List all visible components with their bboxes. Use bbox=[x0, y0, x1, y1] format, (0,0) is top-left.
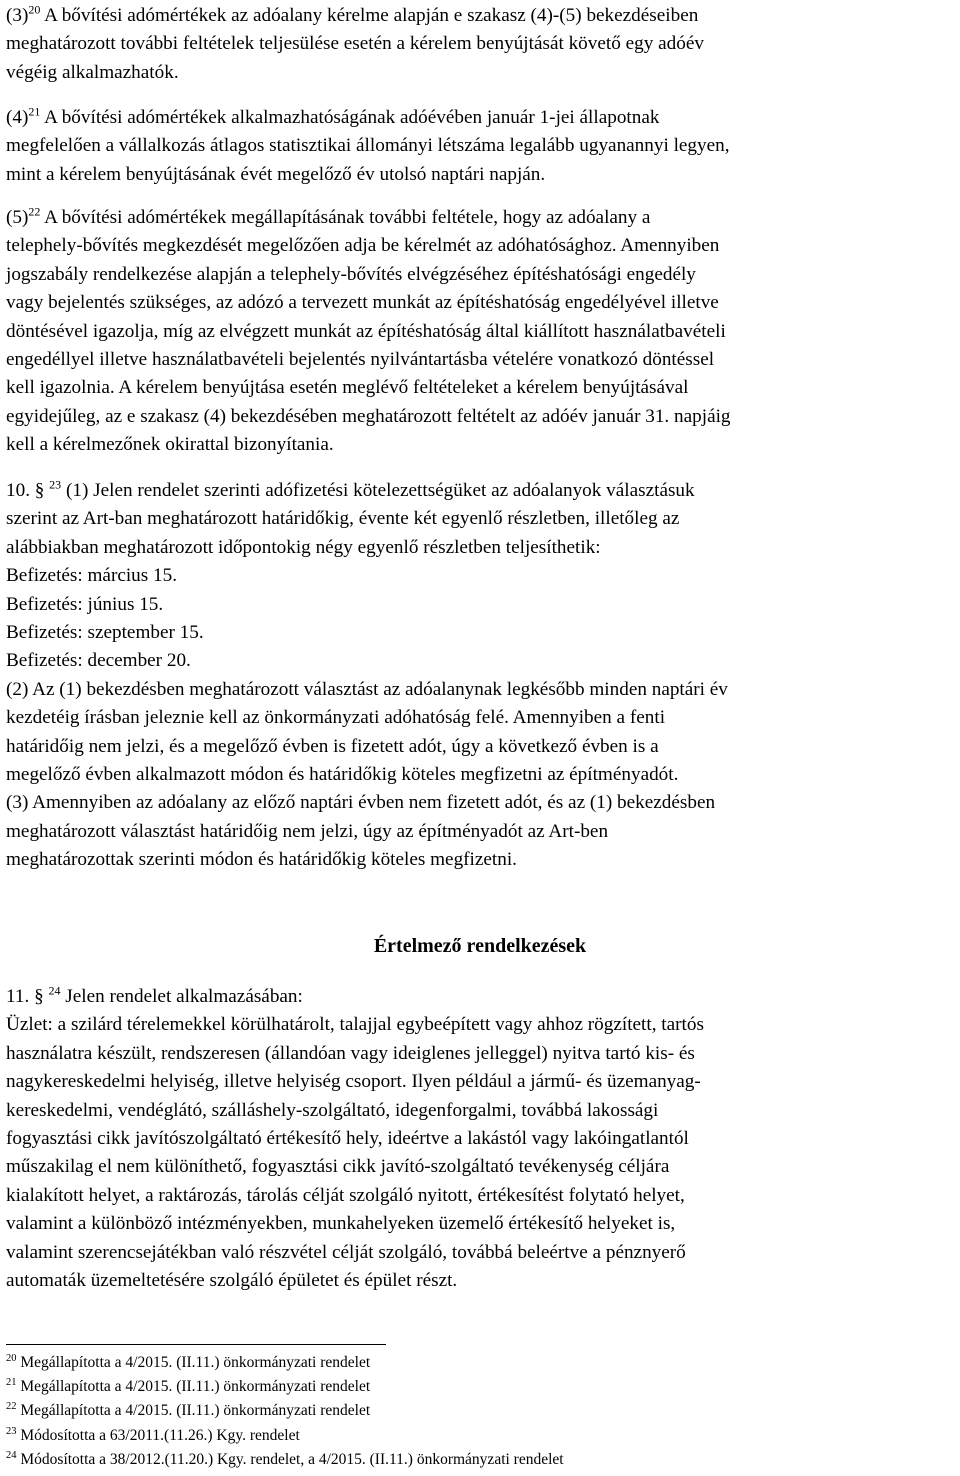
footnote-ref: 24 bbox=[48, 983, 61, 998]
footnote-number: 20 bbox=[6, 1352, 17, 1364]
line: használatra készült, rendszeresen (állandóan vagy ideiglenes jelleggel) nyitva tartó kis- és bbox=[6, 1042, 695, 1064]
line: kezdetéig írásban jeleznie kell az önkormányzati adóhatóság felé. Amennyiben a fenti bbox=[6, 707, 666, 729]
line: jogszabály rendelkezése alapján a telephely-bővítés elvégzéséhez építéshatósági engedély bbox=[6, 263, 696, 285]
payment-date: Befizetés: december 20. bbox=[6, 650, 191, 672]
payment-date: Befizetés: szeptember 15. bbox=[6, 622, 204, 644]
paragraph-number: (5) bbox=[6, 207, 29, 228]
line: vagy bejelentés szükséges, az adózó a tervezett munkát az építéshatóság engedélyével illetve bbox=[6, 292, 719, 314]
footnote-text: Megállapította a 4/2015. (II.11.) önkormányzati rendelet bbox=[16, 1378, 371, 1396]
line: megfelelően a vállalkozás átlagos statisztikai állományi létszáma legalább ugyanannyi legyen, bbox=[6, 135, 730, 157]
line: határidőig nem jelzi, és a megelőző évben is fizetett adót, úgy a következő évben is a bbox=[6, 735, 659, 757]
line bbox=[6, 477, 954, 505]
text: Jelen rendelet alkalmazásában: bbox=[60, 986, 303, 1007]
footnote bbox=[6, 1424, 954, 1448]
line: döntésével igazolja, míg az elvégzett munkát az építéshatóság által kiállított használatbavételi bbox=[6, 320, 726, 342]
footnote-text: Megállapította a 4/2015. (II.11.) önkormányzati rendelet bbox=[16, 1354, 371, 1371]
footnote-number: 21 bbox=[6, 1377, 17, 1389]
line: meghatározott további feltételek teljesülése esetén a kérelem benyújtását követő egy adóév bbox=[6, 33, 704, 55]
section-number: 11. § bbox=[6, 986, 49, 1007]
line: mint a kérelem benyújtásának évét megelőző év utolsó naptári napján. bbox=[6, 163, 546, 185]
footnotes bbox=[6, 1351, 954, 1472]
footnote-number: 22 bbox=[6, 1401, 17, 1413]
text: A bővítési adómértékek az adóalany kérelme alapján e szakasz (4)-(5) bekezdéseiben bbox=[40, 5, 699, 26]
footnote-text: Módosította a 63/2011.(11.26.) Kgy. rendelet bbox=[16, 1426, 300, 1444]
footnote-text: Módosította a 38/2012.(11.20.) Kgy. rendelet, a 4/2015. (II.11.) önkormányzati rendelet bbox=[16, 1450, 564, 1468]
line: egyidejűleg, az e szakasz (4) bekezdésében meghatározott feltételt az adóév január 31. napjáig bbox=[6, 405, 731, 427]
line: szerint az Art-ban meghatározott határidőkig, évente két egyenlő részletben, illetőleg az bbox=[6, 508, 680, 530]
footnote bbox=[6, 1399, 954, 1423]
section-number: 10. § bbox=[6, 480, 50, 501]
line: meghatározottak szerinti módon és határidőkig köteles megfizetni. bbox=[6, 849, 517, 871]
text: (1) Jelen rendelet szerinti adófizetési kötelezettségüket az adóalanyok választásuk bbox=[61, 480, 695, 501]
line: telephely-bővítés megkezdését megelőzően adja be kérelmét az adóhatósághoz. Amennyiben bbox=[6, 235, 720, 257]
paragraph-4 bbox=[6, 104, 954, 189]
line: automaták üzemeltetésére szolgáló épületet és épület részt. bbox=[6, 1270, 458, 1292]
footnote-number: 23 bbox=[6, 1425, 17, 1437]
footnote-ref: 20 bbox=[28, 2, 41, 17]
line: engedéllyel illetve használatbavételi bejelentés nyilvántartásba vételére vonatkozó döntéssel bbox=[6, 349, 715, 371]
line: meghatározott választást határidőig nem jelzi, úgy az építményadót az Art-ben bbox=[6, 820, 609, 842]
line: nagykereskedelmi helyiség, illetve helyiség csoport. Ilyen például a jármű- és üzemanyag- bbox=[6, 1071, 701, 1093]
line: kereskedelmi, vendéglátó, szálláshely-szolgáltató, idegenforgalmi, továbbá lakossági bbox=[6, 1099, 659, 1121]
paragraph-3 bbox=[6, 2, 954, 87]
line: kell a kérelmezőnek okirattal bizonyítania. bbox=[6, 434, 334, 456]
line: megelőző évben alkalmazott módon és határidőkig köteles megfizetni az építményadót. bbox=[6, 764, 679, 786]
text: A bővítési adómértékek megállapításának további feltétele, hogy az adóalany a bbox=[40, 207, 651, 228]
section-11 bbox=[6, 983, 954, 1295]
line: valamint a különböző intézményekben, munkahelyeken üzemelő értékesítő helyeket is, bbox=[6, 1213, 676, 1235]
line: kell igazolnia. A kérelem benyújtása esetén meglévő feltételeket a kérelem benyújtásával bbox=[6, 377, 689, 399]
footnote bbox=[6, 1375, 954, 1399]
footnote-ref: 21 bbox=[28, 104, 41, 119]
footnote-separator bbox=[6, 1344, 386, 1345]
section-10 bbox=[6, 477, 954, 875]
section-heading: Értelmező rendelkezések bbox=[373, 935, 587, 957]
line: kialakított helyet, a raktározás, tárolás célját szolgáló nyitott, értékesítést folytató helyet, bbox=[6, 1184, 685, 1206]
payment-date: Befizetés: június 15. bbox=[6, 593, 164, 615]
footnote-ref: 22 bbox=[28, 204, 41, 219]
line: műszakilag el nem különíthető, fogyasztási cikk javító-szolgáltató tevékenység céljára bbox=[6, 1156, 670, 1178]
footnote-text: Megállapította a 4/2015. (II.11.) önkormányzati rendelet bbox=[16, 1402, 371, 1420]
line bbox=[6, 983, 954, 1011]
line bbox=[6, 204, 954, 232]
line: Üzlet: a szilárd térelemekkel körülhatárolt, talajjal egybeépített vagy ahhoz rögzített, tartós bbox=[6, 1014, 704, 1036]
text: A bővítési adómértékek alkalmazhatóságának adóévében január 1-jei állapotnak bbox=[40, 107, 660, 128]
line: végéig alkalmazhatók. bbox=[6, 61, 179, 83]
footnote-number: 24 bbox=[6, 1449, 17, 1461]
footnote-ref: 23 bbox=[49, 477, 62, 492]
line: (2) Az (1) bekezdésben meghatározott választást az adóalanynak legkésőbb minden naptári év bbox=[6, 678, 728, 700]
footnote bbox=[6, 1448, 954, 1472]
paragraph-5 bbox=[6, 204, 954, 460]
paragraph-number: (3) bbox=[6, 5, 29, 26]
line: alábbiakban meghatározott időpontokig négy egyenlő részletben teljesíthetik: bbox=[6, 536, 601, 558]
line: valamint szerencsejátékban való részvétel célját szolgáló, továbbá beleértve a pénznyerő bbox=[6, 1241, 686, 1263]
line bbox=[6, 2, 954, 30]
line: fogyasztási cikk javítószolgáltató értékesítő hely, ideértve a lakástól vagy lakóingatlantól bbox=[6, 1128, 689, 1150]
payment-date: Befizetés: március 15. bbox=[6, 565, 178, 587]
line: (3) Amennyiben az adóalany az előző naptári évben nem fizetett adót, és az (1) bekezdésben bbox=[6, 792, 716, 814]
line bbox=[6, 104, 954, 132]
paragraph-number: (4) bbox=[6, 107, 29, 128]
footnote bbox=[6, 1351, 954, 1375]
